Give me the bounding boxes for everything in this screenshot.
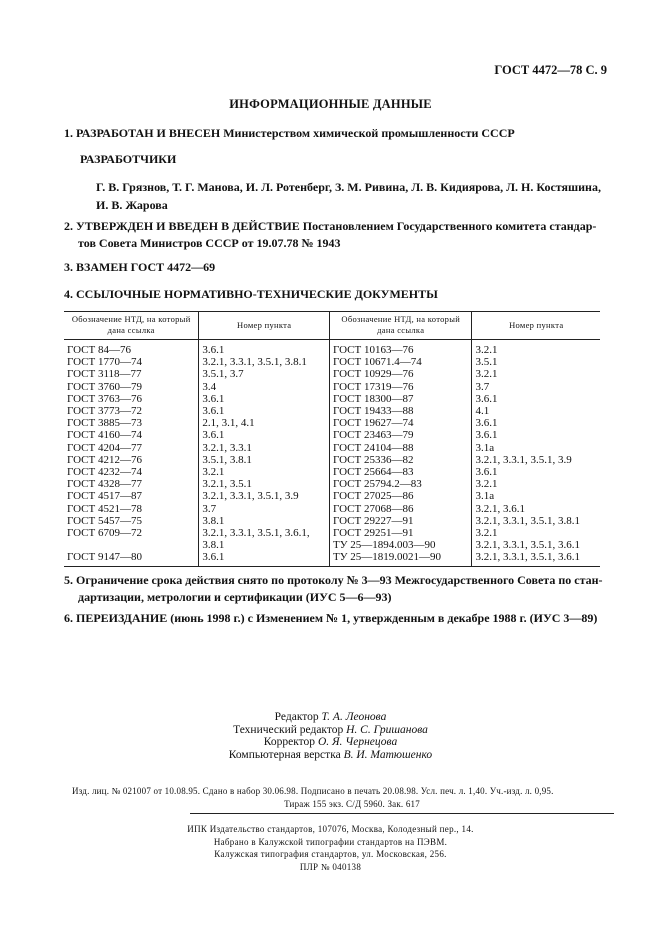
ref-item-cell: 3.2.1, 3.3.1 (199, 442, 330, 454)
ref-doc-cell: ГОСТ 29227—91 (330, 515, 472, 527)
header-item-1: Номер пункта (199, 312, 330, 340)
publisher-line-2: Набрано в Калужской типографии стандартов на ПЭВМ. (213, 836, 448, 847)
section-1: 1. РАЗРАБОТАН И ВНЕСЕН Министерством химической промышленности СССР (64, 126, 515, 140)
ref-doc-cell: ГОСТ 23463—79 (330, 429, 472, 441)
ref-item-cell: 3.6.1 (475, 429, 498, 442)
ref-doc-cell: ГОСТ 17319—76 (330, 381, 472, 393)
section-4: 4. ССЫЛОЧНЫЕ НОРМАТИВНО-ТЕХНИЧЕСКИЕ ДОКУМЕНТЫ (64, 287, 438, 301)
ref-item-cell: 3.7 (199, 503, 330, 515)
ref-item-cell: 3.2.1, 3.3.1, 3.5.1, 3.9 (199, 490, 330, 502)
table-row (64, 368, 600, 380)
ref-doc-cell: ТУ 25—1894.003—90 (330, 539, 472, 551)
ref-item-cell: 3.6.1 (475, 417, 498, 430)
credit-editor: Редактор Т. А. Леонова (274, 711, 387, 723)
ref-item-cell: 3.2.1 (475, 344, 498, 356)
page-header-ref: ГОСТ 4472—78 С. 9 (494, 63, 607, 77)
table-row (64, 515, 600, 527)
table-row (64, 381, 600, 393)
table-row (64, 429, 600, 441)
page-title: ИНФОРМАЦИОННЫЕ ДАННЫЕ (229, 97, 432, 111)
publisher-line-4: ПЛР № 040138 (299, 861, 362, 872)
table-row (64, 478, 600, 490)
ref-item-cell: 3.6.1 (199, 405, 330, 417)
ref-doc-cell: ГОСТ 25794.2—83 (330, 478, 472, 490)
section-2-line-2: тов Совета Министров СССР от 19.07.78 № 1943 (78, 236, 341, 250)
ref-item-cell: 3.7 (475, 380, 490, 393)
section-2-line-1: 2. УТВЕРЖДЕН И ВВЕДЕН В ДЕЙСТВИЕ Постановлением Государственного комитета стандар- (64, 219, 597, 233)
ref-doc-cell: ГОСТ 4204—77 (64, 442, 199, 454)
ref-doc-cell: ГОСТ 3763—76 (64, 393, 199, 405)
ref-item-cell: 3.5.1, 3.8.1 (199, 454, 330, 466)
developers-line-2: И. В. Жарова (96, 198, 168, 212)
ref-item-cell: 3.2.1, 3.5.1 (199, 478, 330, 490)
table-row (64, 417, 600, 429)
ref-doc-cell: ГОСТ 9147—80 (64, 551, 199, 566)
editorial-credits (0, 711, 661, 761)
table-row (64, 340, 600, 357)
ref-doc-cell: ГОСТ 27025—86 (330, 490, 472, 502)
ref-doc-cell: ГОСТ 4521—78 (64, 503, 199, 515)
ref-doc-cell: ГОСТ 4517—87 (64, 490, 199, 502)
table-row (64, 527, 600, 539)
ref-item-cell: 3.2.1, 3.3.1, 3.5.1, 3.6.1 (475, 539, 580, 552)
table-row (64, 454, 600, 466)
section-6: 6. ПЕРЕИЗДАНИЕ (июнь 1998 г.) с Изменением № 1, утвержденным в декабре 1988 г. (ИУС 3—89) (64, 611, 598, 625)
ref-doc-cell: ГОСТ 5457—75 (64, 515, 199, 527)
ref-doc-cell: ГОСТ 10929—76 (330, 368, 472, 380)
developers-list (96, 178, 602, 214)
ref-item-cell: 3.8.1 (199, 515, 330, 527)
table-row (64, 490, 600, 502)
ref-item-cell: 3.2.1 (475, 368, 498, 381)
table-body (64, 340, 600, 567)
table-row (64, 442, 600, 454)
ref-doc-cell: ГОСТ 10671.4—74 (330, 356, 472, 368)
ref-item-cell: 3.6.1 (475, 392, 498, 405)
section-2 (64, 218, 604, 252)
ref-doc-cell: ГОСТ 4328—77 (64, 478, 199, 490)
imprint-line-1: Изд. лиц. № 021007 от 10.08.95. Сдано в набор 30.06.98. Подписано в печать 20.08.98. Усл. печ. л. 1,40. Уч.-изд. л. 0,95. (72, 786, 554, 796)
table-row (64, 539, 600, 551)
publisher-line-1: ИПК Издательство стандартов, 107076, Москва, Колодезный пер., 14. (187, 824, 474, 834)
ref-doc-cell: ГОСТ 3773—72 (64, 405, 199, 417)
table-row (64, 356, 600, 368)
section-5-line-2: дартизации, метрологии и сертификации (ИУС 5—6—93) (78, 590, 392, 604)
ref-item-cell: 4.1 (475, 405, 490, 418)
table-row (64, 503, 600, 515)
ref-item-cell: 3.6.1 (475, 466, 498, 479)
section-3: 3. ВЗАМЕН ГОСТ 4472—69 (64, 260, 216, 274)
ref-item-cell: 3.6.1 (199, 429, 330, 441)
developers-line-1: Г. В. Грязнов, Т. Г. Манова, И. Л. Ротенберг, З. М. Ривина, Л. В. Кидиярова, Л. Н. Костяшина, (96, 180, 601, 194)
ref-item-cell: 3.2.1, 3.3.1, 3.5.1, 3.8.1 (199, 356, 330, 368)
ref-item-cell: 3.2.1, 3.3.1, 3.5.1, 3.9 (475, 453, 572, 466)
section-5 (64, 572, 604, 606)
ref-item-cell: 3.1а (475, 490, 495, 503)
ref-doc-cell: ГОСТ 25336—82 (330, 454, 472, 466)
credit-layout: Компьютерная верстка В. И. Матюшенко (228, 748, 433, 761)
table-row (64, 466, 600, 478)
ref-item-cell: 3.2.1, 3.3.1, 3.5.1, 3.6.1 (472, 551, 600, 566)
ref-doc-cell: ГОСТ 1770—74 (64, 356, 199, 368)
ref-doc-cell: ГОСТ 25664—83 (330, 466, 472, 478)
ref-doc-cell (64, 539, 199, 551)
table-row (64, 393, 600, 405)
ref-doc-cell: ГОСТ 4160—74 (64, 429, 199, 441)
credit-tech-editor: Технический редактор Н. С. Гришанова (233, 723, 428, 736)
ref-item-cell: 3.1а (475, 441, 495, 454)
ref-item-cell: 3.2.1 (199, 466, 330, 478)
ref-doc-cell: ГОСТ 3118—77 (64, 368, 199, 380)
ref-item-cell: 3.4 (199, 381, 330, 393)
ref-doc-cell: ГОСТ 27068—86 (330, 503, 472, 515)
header-doc-2: Обозначение НТД, на который дана ссылка (330, 312, 472, 340)
divider (190, 813, 614, 814)
ref-doc-cell: ГОСТ 6709—72 (64, 527, 199, 539)
ref-item-cell: 3.5.1, 3.7 (199, 368, 330, 380)
ref-doc-cell: ТУ 25—1819.0021—90 (330, 551, 472, 566)
ref-item-cell: 3.8.1 (199, 539, 330, 551)
ref-item-cell: 3.2.1, 3.3.1, 3.5.1, 3.6.1, (199, 527, 330, 539)
ref-doc-cell: ГОСТ 19433—88 (330, 405, 472, 417)
references-table (64, 311, 600, 567)
ref-item-cell: 3.6.1 (199, 340, 330, 357)
ref-doc-cell: ГОСТ 3760—79 (64, 381, 199, 393)
publisher-info (0, 823, 661, 873)
header-doc-1: Обозначение НТД, на который дана ссылка (64, 312, 199, 340)
ref-doc-cell: ГОСТ 4232—74 (64, 466, 199, 478)
imprint (72, 785, 632, 811)
ref-item-cell: 3.6.1 (199, 393, 330, 405)
header-item-2: Номер пункта (472, 312, 600, 340)
ref-doc-cell: ГОСТ 4212—76 (64, 454, 199, 466)
ref-doc-cell: ГОСТ 3885—73 (64, 417, 199, 429)
ref-doc-cell: ГОСТ 84—76 (64, 340, 199, 357)
ref-item-cell: 3.2.1, 3.3.1, 3.5.1, 3.8.1 (475, 514, 580, 527)
ref-item-cell: 3.6.1 (199, 551, 330, 566)
developers-heading: РАЗРАБОТЧИКИ (80, 152, 177, 166)
ref-item-cell: 3.2.1 (475, 527, 498, 540)
ref-doc-cell: ГОСТ 19627—74 (330, 417, 472, 429)
table-header-row (64, 312, 600, 340)
ref-item-cell: 3.5.1 (475, 356, 498, 369)
ref-item-cell: 2.1, 3.1, 4.1 (199, 417, 330, 429)
table-row (64, 551, 600, 566)
ref-doc-cell: ГОСТ 18300—87 (330, 393, 472, 405)
imprint-line-2: Тираж 155 экз. С/Д 5960. Зак. 617 (284, 799, 420, 809)
credit-proofreader: Корректор О. Я. Чернецова (263, 736, 398, 748)
ref-item-cell: 3.2.1, 3.6.1 (475, 502, 525, 515)
section-5-line-1: 5. Ограничение срока действия снято по протоколу № 3—93 Межгосударственного Совета по стан- (64, 573, 603, 587)
publisher-line-3: Калужская типография стандартов, ул. Московская, 256. (214, 849, 447, 859)
ref-item-cell: 3.2.1 (475, 478, 498, 491)
ref-doc-cell: ГОСТ 24104—88 (330, 442, 472, 454)
table-row (64, 405, 600, 417)
ref-doc-cell: ГОСТ 10163—76 (330, 340, 472, 357)
ref-doc-cell: ГОСТ 29251—91 (330, 527, 472, 539)
